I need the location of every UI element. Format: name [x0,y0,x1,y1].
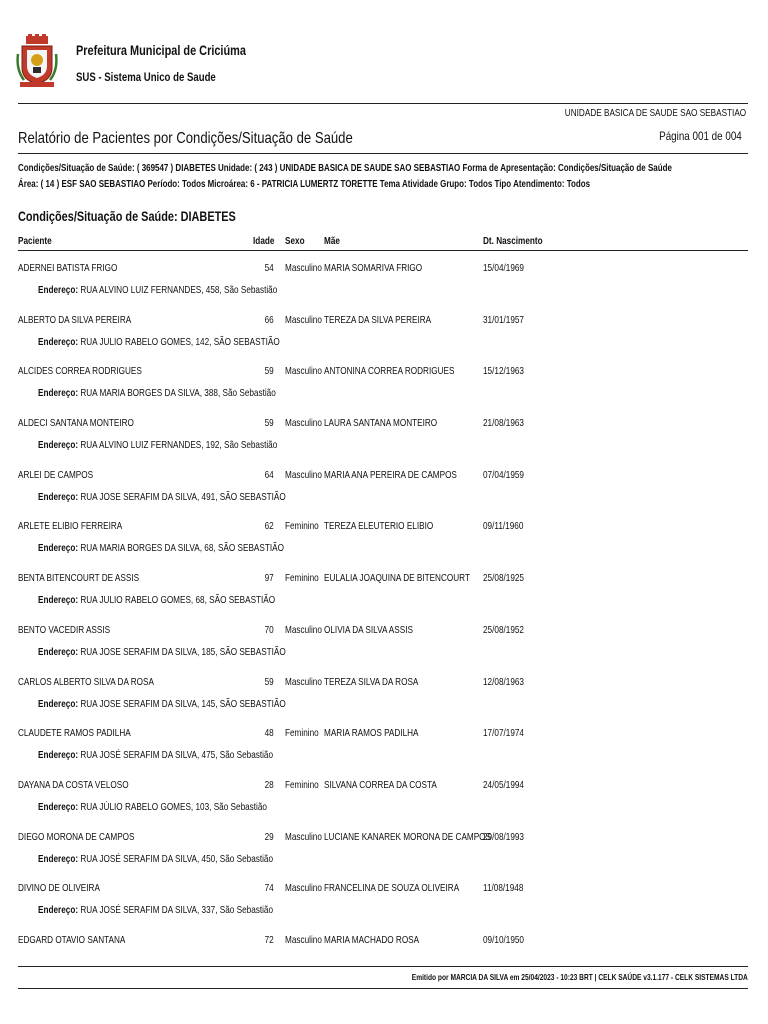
header-divider [18,103,748,104]
municipal-coat-of-arms-icon [16,34,58,88]
patient-name: DIVINO DE OLIVEIRA [18,882,100,895]
patient-name: BENTA BITENCOURT DE ASSIS [18,572,140,585]
address-label: Endereço: [38,697,79,710]
patient-name: ADERNEI BATISTA FRIGO [18,262,118,274]
patient-birth-date: 21/08/1963 [483,417,524,430]
patient-address [38,542,284,554]
title-divider [18,153,748,154]
column-header-patient: Paciente [18,235,52,247]
address-value: RUA MARIA BORGES DA SILVA, 388, São Sebastião [80,387,276,400]
address-label: Endereço: [38,490,79,503]
patient-birth-date: 24/05/1994 [483,778,524,791]
patient-age: 97 [264,572,274,585]
address-label: Endereço: [38,852,79,865]
patient-address [38,646,286,658]
table-row [0,520,768,572]
patient-sex: Masculino [285,933,322,946]
patient-age: 70 [264,623,274,636]
address-label: Endereço: [38,645,79,658]
footer-divider-top [18,966,748,967]
patient-mother: TEREZA ELEUTERIO ELIBIO [324,520,434,533]
patient-mother: LAURA SANTANA MONTEIRO [324,417,438,430]
address-label: Endereço: [38,749,79,762]
patient-name: ALCIDES CORREA RODRIGUES [18,365,142,378]
patient-mother: FRANCELINA DE SOUZA OLIVEIRA [324,882,460,895]
patient-sex: Masculino [285,882,322,895]
patient-sex: Feminino [285,778,319,791]
patient-address [38,904,273,916]
patient-age: 48 [264,727,274,740]
patient-name: DIEGO MORONA DE CAMPOS [18,830,135,843]
column-header-mother: Mãe [324,235,340,247]
patient-list [0,262,768,986]
column-header-sex: Sexo [285,235,305,247]
patient-sex: Masculino [285,365,322,378]
patient-mother: SILVANA CORREA DA COSTA [324,778,437,791]
address-label: Endereço: [38,387,79,400]
patient-age: 28 [264,778,274,791]
patient-age: 64 [264,468,274,481]
patient-birth-date: 12/08/1963 [483,675,524,688]
table-row [0,314,768,366]
patient-mother: TEREZA DA SILVA PEREIRA [324,313,432,326]
patient-birth-date: 11/08/1948 [483,882,524,895]
patient-age: 29 [264,830,274,843]
address-label: Endereço: [38,284,79,296]
patient-name: ARLEI DE CAMPOS [18,468,94,481]
patient-sex: Feminino [285,520,319,533]
patient-age: 54 [264,262,274,274]
address-value: RUA JOSE SERAFIM DA SILVA, 145, SÃO SEBASTIÃO [80,697,286,710]
patient-age: 59 [264,675,274,688]
patient-birth-date: 29/08/1993 [483,830,524,843]
patient-address [38,749,273,761]
report-title: Relatório de Pacientes por Condições/Situação de Saúde [18,130,353,147]
address-value: RUA JOSE SERAFIM DA SILVA, 185, SÃO SEBASTIÃO [80,645,286,658]
address-label: Endereço: [38,594,79,607]
patient-sex: Masculino [285,262,322,274]
patient-mother: EULALIA JOAQUINA DE BITENCOURT [324,572,470,585]
patient-sex: Masculino [285,468,322,481]
patient-birth-date: 09/11/1960 [483,520,524,533]
address-value: RUA ALVINO LUIZ FERNANDES, 192, São Sebastião [80,439,278,452]
address-value: RUA JOSÉ SERAFIM DA SILVA, 450, São Sebastião [80,852,274,865]
patient-address [38,387,276,399]
unit-name: UNIDADE BASICA DE SAUDE SAO SEBASTIAO [564,108,746,119]
patient-address [38,439,277,451]
org-title: Prefeitura Municipal de Criciúma [76,42,246,58]
patient-mother: TEREZA SILVA DA ROSA [324,675,419,688]
table-row [0,779,768,831]
patient-address [38,594,275,606]
address-label: Endereço: [38,800,79,813]
patient-sex: Masculino [285,830,322,843]
patient-mother: MARIA ANA PEREIRA DE CAMPOS [324,468,457,481]
patient-sex: Masculino [285,313,322,326]
column-header-age: Idade [252,235,274,247]
table-row [0,676,768,728]
org-subtitle: SUS - Sistema Unico de Saude [76,70,216,84]
address-label: Endereço: [38,439,79,452]
table-row [0,469,768,521]
patient-birth-date: 07/04/1959 [483,468,524,481]
section-title: Condições/Situação de Saúde: DIABETES [18,208,236,224]
patient-age: 72 [264,933,274,946]
patient-address [38,698,286,710]
footer-divider-bottom [18,988,748,989]
patient-age: 59 [264,365,274,378]
address-label: Endereço: [38,542,79,555]
patient-address [38,853,273,865]
patient-birth-date: 25/08/1952 [483,623,524,636]
table-header-divider [18,250,748,251]
address-value: RUA ALVINO LUIZ FERNANDES, 458, São Sebastião [80,284,278,296]
patient-name: ALDECI SANTANA MONTEIRO [18,417,134,430]
table-row [0,572,768,624]
patient-birth-date: 25/08/1925 [483,572,524,585]
column-header-birth: Dt. Nascimento [483,235,543,247]
patient-mother: ANTONINA CORREA RODRIGUES [324,365,455,378]
patient-sex: Feminino [285,572,319,585]
patient-name: BENTO VACEDIR ASSIS [18,623,111,636]
patient-address [38,801,267,813]
table-row [0,882,768,934]
address-label: Endereço: [38,904,79,917]
page-info: Página 001 de 004 [659,129,742,143]
patient-mother: LUCIANE KANAREK MORONA DE CAMPOS [324,830,492,843]
patient-sex: Masculino [285,417,322,430]
patient-birth-date: 31/01/1957 [483,313,524,326]
patient-address [38,284,277,296]
patient-birth-date: 15/12/1963 [483,365,524,378]
table-row [0,831,768,883]
address-value: RUA JULIO RABELO GOMES, 142, SÃO SEBASTIÃO [80,335,280,348]
patient-age: 62 [264,520,274,533]
address-value: RUA MARIA BORGES DA SILVA, 68, SÃO SEBASTIÃO [80,542,284,555]
patient-sex: Masculino [285,675,322,688]
patient-age: 66 [264,313,274,326]
patient-birth-date: 15/04/1969 [483,262,524,274]
footer-emitted: Emitido por MARCIA DA SILVA em 25/04/2023 - 10:23 BRT | CELK SAÚDE v3.1.177 - CELK SISTEMAS LTDA [411,972,748,982]
patient-age: 74 [264,882,274,895]
table-row [0,624,768,676]
address-label: Endereço: [38,335,79,348]
filters-line-2: Área: ( 14 ) ESF SAO SEBASTIAO Período: Todos Microárea: 6 - PATRICIA LUMERTZ TORETTE Tema Atividade Grupo: Todos Tipo Atendimento: Todos [18,178,591,190]
address-value: RUA JOSE SERAFIM DA SILVA, 491, SÃO SEBASTIÃO [80,490,286,503]
patient-sex: Masculino [285,623,322,636]
patient-mother: OLIVIA DA SILVA ASSIS [324,623,413,636]
patient-age: 59 [264,417,274,430]
patient-mother: MARIA SOMARIVA FRIGO [324,262,423,274]
table-row [0,262,768,314]
patient-name: DAYANA DA COSTA VELOSO [18,778,129,791]
patient-address [38,491,286,503]
patient-name: CARLOS ALBERTO SILVA DA ROSA [18,675,154,688]
table-row [0,417,768,469]
report-filters [18,160,672,192]
patient-sex: Feminino [285,727,319,740]
filters-line-1: Condições/Situação de Saúde: ( 369547 ) DIABETES Unidade: ( 243 ) UNIDADE BASICA DE SAUDE SAO SEBASTIAO Forma de Apresentação: Condições/Situação de Saúde [18,162,672,174]
patient-mother: MARIA MACHADO ROSA [324,933,420,946]
table-row [0,727,768,779]
patient-birth-date: 09/10/1950 [483,933,524,946]
patient-name: EDGARD OTAVIO SANTANA [18,933,126,946]
patient-name: ARLETE ELIBIO FERREIRA [18,520,123,533]
address-value: RUA JOSÉ SERAFIM DA SILVA, 337, São Sebastião [80,904,274,917]
patient-mother: MARIA RAMOS PADILHA [324,727,419,740]
address-value: RUA JOSÉ SERAFIM DA SILVA, 475, São Sebastião [80,749,274,762]
patient-name: ALBERTO DA SILVA PEREIRA [18,313,132,326]
patient-birth-date: 17/07/1974 [483,727,524,740]
patient-name: CLAUDETE RAMOS PADILHA [18,727,131,740]
address-value: RUA JÚLIO RABELO GOMES, 103, São Sebastião [80,800,267,813]
table-row [0,365,768,417]
address-value: RUA JULIO RABELO GOMES, 68, SÃO SEBASTIÃO [80,594,276,607]
patient-address [38,336,280,348]
